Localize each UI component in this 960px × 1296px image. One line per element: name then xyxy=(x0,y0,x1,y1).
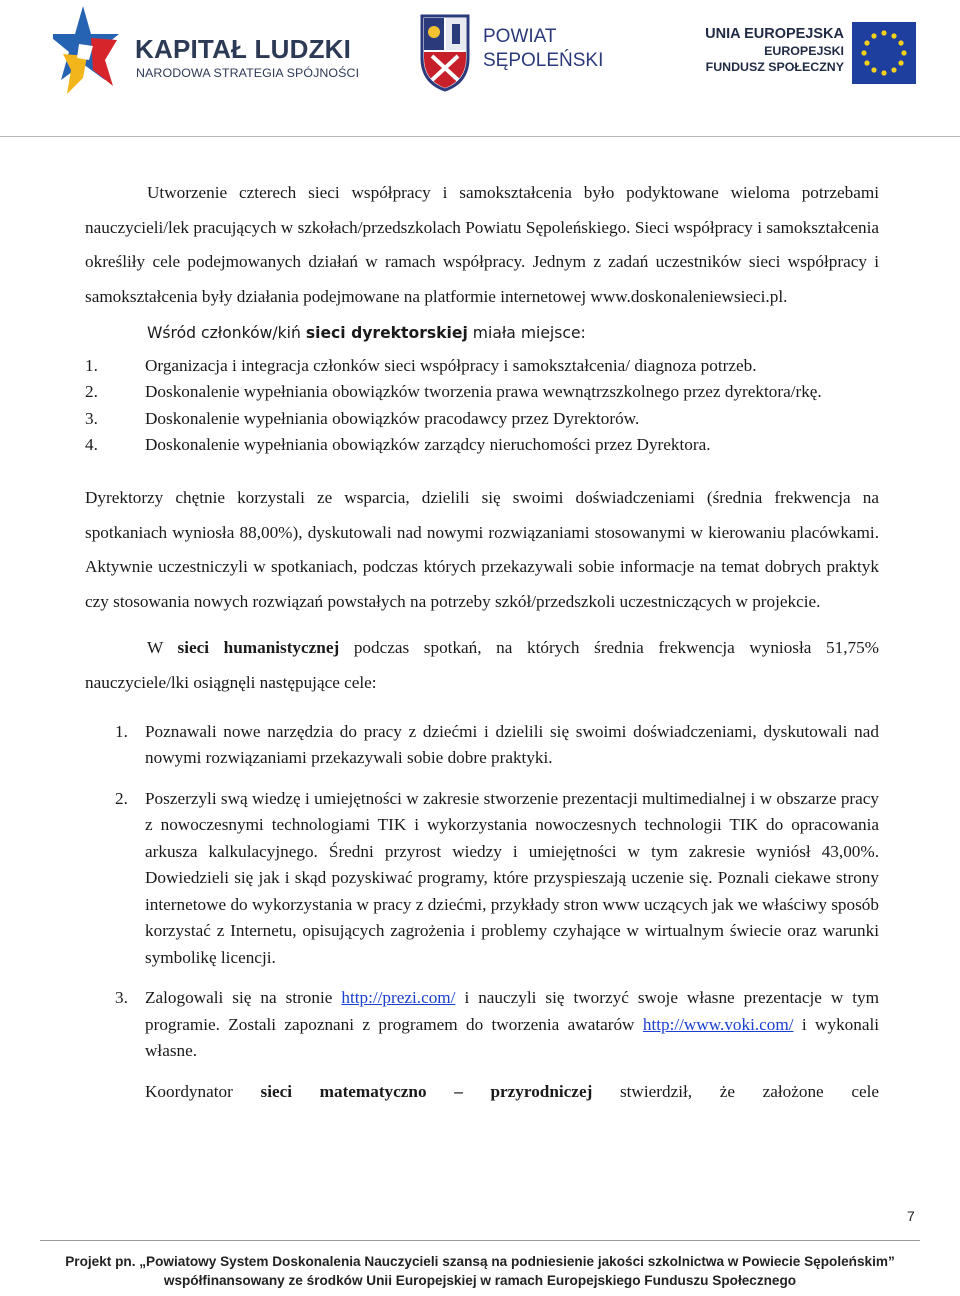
page-header xyxy=(0,0,960,138)
kapital-ludzki-subtitle: NARODOWA STRATEGIA SPÓJNOŚCI xyxy=(136,66,360,80)
prezi-link[interactable]: http://prezi.com/ xyxy=(341,988,456,1008)
dyrektorska-bold: sieci dyrektorskiej xyxy=(305,324,468,343)
list-number: 3. xyxy=(85,408,98,428)
voki-link[interactable]: http://www.voki.com/ xyxy=(642,1014,794,1034)
ue-line-2: EUROPEJSKI xyxy=(764,44,844,58)
footer-line-1: Projekt pn. „Powiatowy System Doskonalenia Nauczycieli szansą na podniesienie jakości szkolnictwa w Powiecie Sępoleńskim” xyxy=(65,1254,895,1269)
list-number: 2. xyxy=(85,382,98,402)
list-number: 1. xyxy=(115,721,128,741)
dyrektorska-heading xyxy=(85,316,879,351)
document-body xyxy=(85,176,879,1109)
dyrektorska-list xyxy=(85,353,879,459)
koord-post: stwierdził, że założone cele xyxy=(619,1081,880,1101)
list-item xyxy=(85,353,879,380)
koordynator-paragraph xyxy=(145,1075,879,1110)
list-item xyxy=(85,379,879,406)
page-number: 7 xyxy=(907,1208,915,1224)
list-text: i wykonali własne. xyxy=(145,1014,880,1061)
humanistyczna-paragraph xyxy=(85,631,879,700)
powiat-line-1: POWIAT xyxy=(483,26,557,47)
list-item xyxy=(85,432,879,459)
humanistyczna-list xyxy=(115,719,879,1065)
footer-divider xyxy=(40,1240,920,1241)
powiat-line-2: SĘPOLEŃSKI xyxy=(483,50,604,71)
hum-pre: W xyxy=(147,638,163,658)
list-number: 2. xyxy=(115,788,128,808)
kapital-ludzki-title: KAPITAŁ LUDZKI xyxy=(135,34,352,64)
list-item xyxy=(115,786,879,972)
list-text: Poznawali nowe narzędzia do pracy z dziećmi i dzielili się swoimi doświadczeniami, dyskutowali nad nowymi rozwiązaniami przekazywali sobie dobre praktyki. xyxy=(145,721,879,768)
list-text: i nauczyli się tworzyć swoje własne prezentacje w tym programie. Zostali zapoznani z programem do tworzenia awatarów xyxy=(145,988,880,1034)
page-footer xyxy=(0,1252,960,1290)
intro-url: www.doskonaleniewsieci.pl. xyxy=(590,286,788,306)
list-item xyxy=(115,719,879,772)
list-text: Organizacja i integracja członków sieci współpracy i samokształcenia/ diagnoza potrzeb. xyxy=(145,355,757,375)
footer-line-2: współfinansowany ze środków Unii Europejskiej w ramach Europejskiego Funduszu Społecznego xyxy=(163,1273,797,1288)
koord-bold: sieci matematyczno – przyrodniczej xyxy=(260,1081,593,1101)
powiat-sepolenski-logo xyxy=(418,12,604,92)
list-number: 4. xyxy=(85,435,98,455)
unia-europejska-logo xyxy=(676,22,916,92)
list-number: 1. xyxy=(85,355,98,375)
list-text: Poszerzyli swą wiedzę i umiejętności w zakresie stworzenie prezentacji multimedialnej i w obszarze pracy z nowoczesnymi technologiami TIK i wykorzystania nowoczesnych technologii TIK do opracowania arkusza kalkulacyjnego. Średni przyrost wiedzy i umiejętności w tym zakresie wyniósł 43,00%. Dowiedzieli się jak i skąd pozyskiwać programy, które przyspieszają uczenie się. Poznali ciekawe strony internetowe do wykorzystania w pracy z dziećmi, przykłady stron www uczących jak we właściwy sposób korzystać z Internetu, opisujących zagrożenia i problemy czyhające w wirtualnym świecie oraz warunki symbolikę licencji. xyxy=(145,788,879,967)
list-text: Doskonalenie wypełniania obowiązków tworzenia prawa wewnątrzszkolnego przez dyrektora/rkę. xyxy=(145,382,822,402)
dyrektorzy-paragraph: Dyrektorzy chętnie korzystali ze wsparcia, dzielili się swoimi doświadczeniami (średnia frekwencja na spotkaniach wyniosła 88,00%), dyskutowali nad nowymi rozwiązaniami stosowanymi w kierowaniu placówkami. Aktywnie uczestniczyli w spotkaniach, podczas których przekazywali sobie informacje na temat dobrych praktyk czy stosowania nowych rozwiązań powstałych na potrzeby szkół/przedszkoli uczestniczących w projekcie. xyxy=(85,487,879,611)
dyrektorska-post: miała miejsce: xyxy=(472,324,586,343)
powiat-crest-icon xyxy=(418,12,472,92)
list-item xyxy=(85,406,879,433)
intro-paragraph xyxy=(85,176,879,314)
list-text: Zalogowali się na stronie xyxy=(145,988,333,1008)
dyrektorska-pre: Wśród członków/kiń xyxy=(147,324,301,343)
kapital-ludzki-star-icon xyxy=(53,4,133,100)
hum-post: podczas spotkań, na których średnia frekwencja wyniosła 51,75% nauczyciele/lki osiągnęli następujące cele: xyxy=(85,638,880,692)
list-text: Doskonalenie wypełniania obowiązków pracodawcy przez Dyrektorów. xyxy=(145,408,640,428)
koord-pre: Koordynator xyxy=(145,1081,233,1101)
list-number: 3. xyxy=(115,988,128,1008)
list-text: Doskonalenie wypełniania obowiązków zarządcy nieruchomości przez Dyrektora. xyxy=(145,435,711,455)
list-item xyxy=(115,985,879,1065)
kapital-ludzki-logo xyxy=(53,4,360,100)
header-divider xyxy=(0,136,960,137)
hum-bold: sieci humanistycznej xyxy=(177,638,340,658)
intro-text: Utworzenie czterech sieci współpracy i samokształcenia było podyktowane wieloma potrzebami nauczycieli/lek pracujących w szkołach/przedszkolach Powiatu Sępoleńskiego. Sieci współpracy i samokształcenia określiły cele podejmowanych działań w ramach współpracy. Jednym z zadań uczestników sieci współpracy i samokształcenia były działania podejmowane na platformie internetowej xyxy=(85,183,879,306)
ue-line-3: FUNDUSZ SPOŁECZNY xyxy=(705,60,844,74)
ue-line-1: UNIA EUROPEJSKA xyxy=(705,26,844,42)
eu-flag-icon xyxy=(852,22,916,84)
